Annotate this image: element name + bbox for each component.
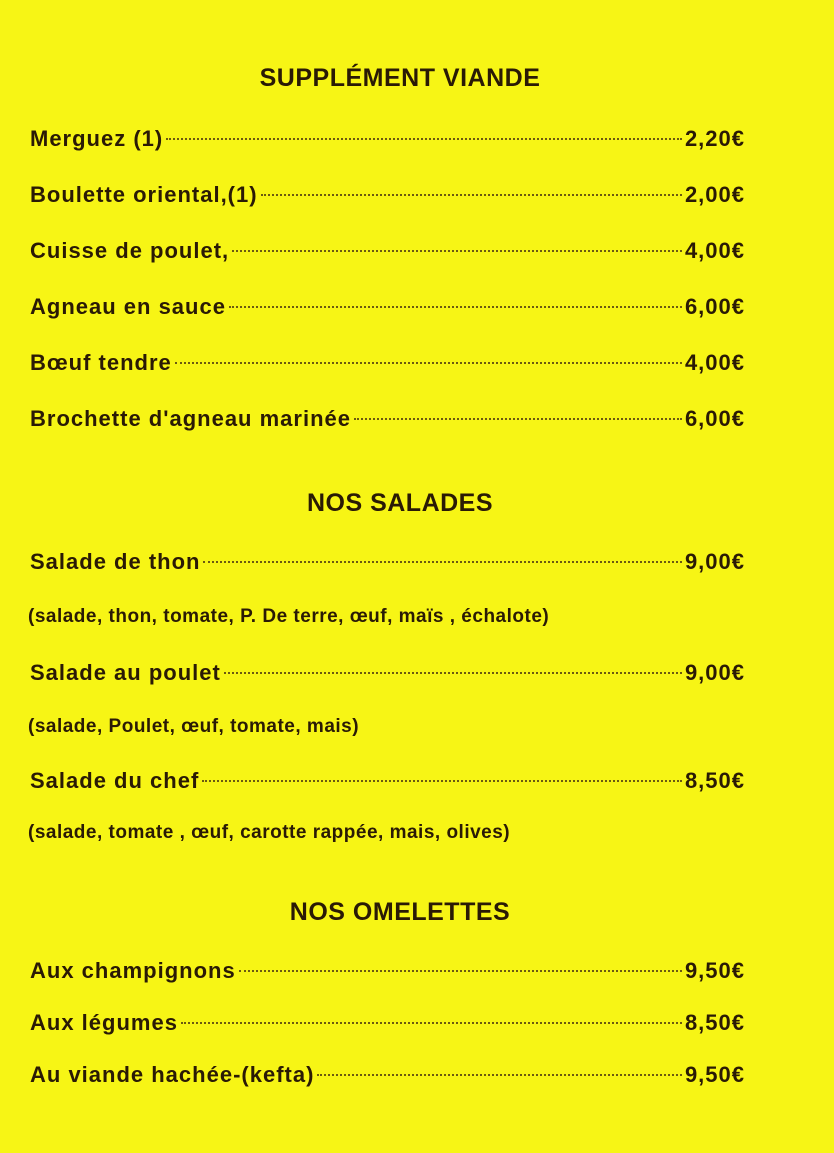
item-price: 2,00€ <box>684 182 745 207</box>
item-name: Boulette oriental,(1) <box>30 182 258 207</box>
dotted-leader <box>261 194 682 196</box>
dotted-leader <box>166 138 682 140</box>
item-price: 2,20€ <box>684 126 745 151</box>
item-price: 4,00€ <box>684 238 745 263</box>
item-description: (salade, Poulet, œuf, tomate, mais) <box>28 716 360 737</box>
dotted-leader <box>203 561 681 563</box>
menu-item-salade-au-poulet <box>30 660 745 686</box>
item-price: 9,50€ <box>684 1062 745 1087</box>
dotted-leader <box>354 418 682 420</box>
item-name: Cuisse de poulet, <box>30 238 230 263</box>
menu-item-aux-legumes <box>30 1010 745 1036</box>
item-name: Salade de thon <box>30 549 201 574</box>
item-price: 6,00€ <box>684 406 745 431</box>
item-name: Bœuf tendre <box>30 350 172 375</box>
item-price: 6,00€ <box>684 294 745 319</box>
item-name: Salade au poulet <box>30 660 221 685</box>
menu-item-aux-champignons <box>30 958 745 984</box>
item-description: (salade, thon, tomate, P. De terre, œuf, maïs , échalote) <box>28 606 550 627</box>
item-name: Agneau en sauce <box>30 294 226 319</box>
item-price: 9,00€ <box>684 660 745 685</box>
item-name: Aux légumes <box>30 1010 178 1035</box>
section-title-supplement-viande: SUPPLÉMENT VIANDE <box>259 64 541 92</box>
dotted-leader <box>317 1074 682 1076</box>
dotted-leader <box>181 1022 682 1024</box>
item-description: (salade, tomate , œuf, carotte rappée, mais, olives) <box>28 822 511 843</box>
menu-item-brochette-agneau <box>30 406 745 432</box>
menu-item-salade-de-thon <box>30 549 745 575</box>
dotted-leader <box>229 306 682 308</box>
section-title-nos-salades: NOS SALADES <box>306 489 494 517</box>
item-price: 9,50€ <box>684 958 745 983</box>
item-name: Salade du chef <box>30 768 200 793</box>
item-name: Brochette d'agneau marinée <box>30 406 351 431</box>
dotted-leader <box>239 970 682 972</box>
item-name: Au viande hachée-(kefta) <box>30 1062 315 1087</box>
menu-item-cuisse-de-poulet <box>30 238 745 264</box>
menu-item-viande-hachee-kefta <box>30 1062 745 1088</box>
menu-item-agneau-en-sauce <box>30 294 745 320</box>
dotted-leader <box>175 362 682 364</box>
dotted-leader <box>202 780 682 782</box>
item-price: 8,50€ <box>684 768 745 793</box>
dotted-leader <box>224 672 682 674</box>
menu-item-boulette-oriental <box>30 182 745 208</box>
menu-item-salade-du-chef <box>30 768 745 794</box>
menu-item-boeuf-tendre <box>30 350 745 376</box>
item-name: Merguez (1) <box>30 126 164 151</box>
dotted-leader <box>232 250 682 252</box>
section-title-nos-omelettes: NOS OMELETTES <box>289 898 511 926</box>
menu-item-merguez <box>30 126 745 152</box>
item-name: Aux champignons <box>30 958 236 983</box>
item-price: 4,00€ <box>684 350 745 375</box>
item-price: 9,00€ <box>684 549 745 574</box>
item-price: 8,50€ <box>684 1010 745 1035</box>
